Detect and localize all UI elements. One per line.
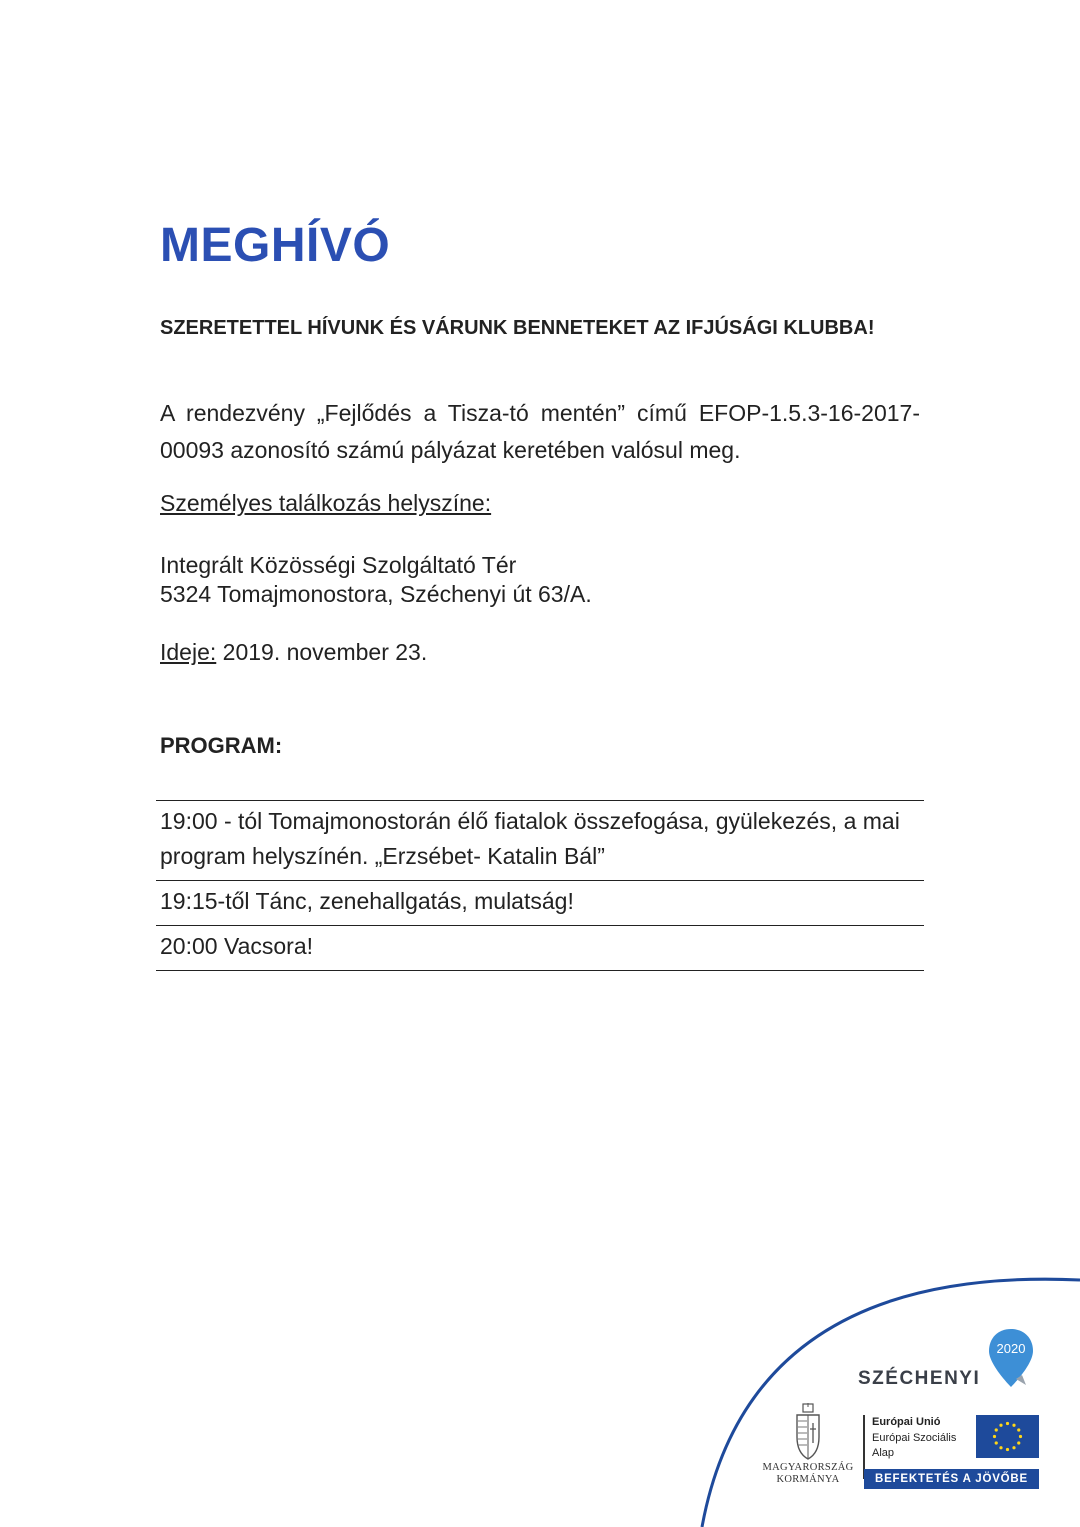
eu-star (999, 1446, 1002, 1449)
szechenyi-logo-text: SZÉCHENYI (858, 1368, 981, 1389)
eu-star (1012, 1446, 1015, 1449)
map-pin-icon (986, 1327, 1036, 1389)
invest-banner: BEFEKTETÉS A JÖVŐBE (864, 1469, 1039, 1489)
program-table (156, 800, 924, 971)
eu-star (1006, 1422, 1009, 1425)
eu-star (995, 1428, 998, 1431)
eu-flag-icon (976, 1415, 1039, 1458)
eu-star (995, 1441, 998, 1444)
date-line (160, 639, 427, 666)
eu-fund-line-2: Alap (872, 1447, 895, 1459)
date-label: Ideje: (160, 639, 217, 665)
venue-address-block (160, 551, 592, 609)
eu-star (993, 1435, 996, 1438)
eu-union-label: Európai Unió (872, 1416, 941, 1428)
program-row: 19:00 - tól Tomajmonostorán élő fiatalok összefogása, gyülekezés, a mai program helyszínén. „Erzsébet- Katalin Bál” (156, 801, 924, 881)
venue-address: 5324 Tomajmonostora, Széchenyi út 63/A. (160, 581, 592, 607)
page-title: MEGHÍVÓ (160, 219, 391, 272)
program-heading: PROGRAM: (160, 733, 283, 758)
eu-star (1019, 1435, 1022, 1438)
government-logo-text (760, 1462, 856, 1486)
date-value: 2019. november 23. (222, 639, 428, 665)
eu-fund-label (872, 1431, 972, 1461)
program-row: 19:15-től Tánc, zenehallgatás, mulatság! (156, 881, 924, 926)
coat-of-arms-icon (792, 1403, 824, 1461)
intro-paragraph: A rendezvény „Fejlődés a Tisza-tó mentén” című EFOP-1.5.3-16-2017-00093 azonosító számú pályázat keretében valósul meg. (160, 400, 920, 463)
subtitle: SZERETETTEL HÍVUNK ÉS VÁRUNK BENNETEKET AZ IFJÚSÁGI KLUBBA! (160, 317, 875, 339)
eu-star (1012, 1424, 1015, 1427)
government-line-2: KORMÁNYA (776, 1474, 840, 1485)
program-row: 20:00 Vacsora! (156, 926, 924, 971)
venue-name: Integrált Közösségi Szolgáltató Tér (160, 552, 517, 578)
eu-star (1017, 1428, 1020, 1431)
eu-star (1017, 1441, 1020, 1444)
eu-star (1006, 1448, 1009, 1451)
eu-star (999, 1424, 1002, 1427)
sponsor-logos (690, 1255, 1080, 1527)
eu-fund-line-1: Európai Szociális (872, 1432, 957, 1444)
venue-heading: Személyes találkozás helyszíne: (160, 490, 492, 516)
szechenyi-year: 2020 (996, 1341, 1026, 1356)
government-line-1: MAGYARORSZÁG (762, 1462, 854, 1473)
